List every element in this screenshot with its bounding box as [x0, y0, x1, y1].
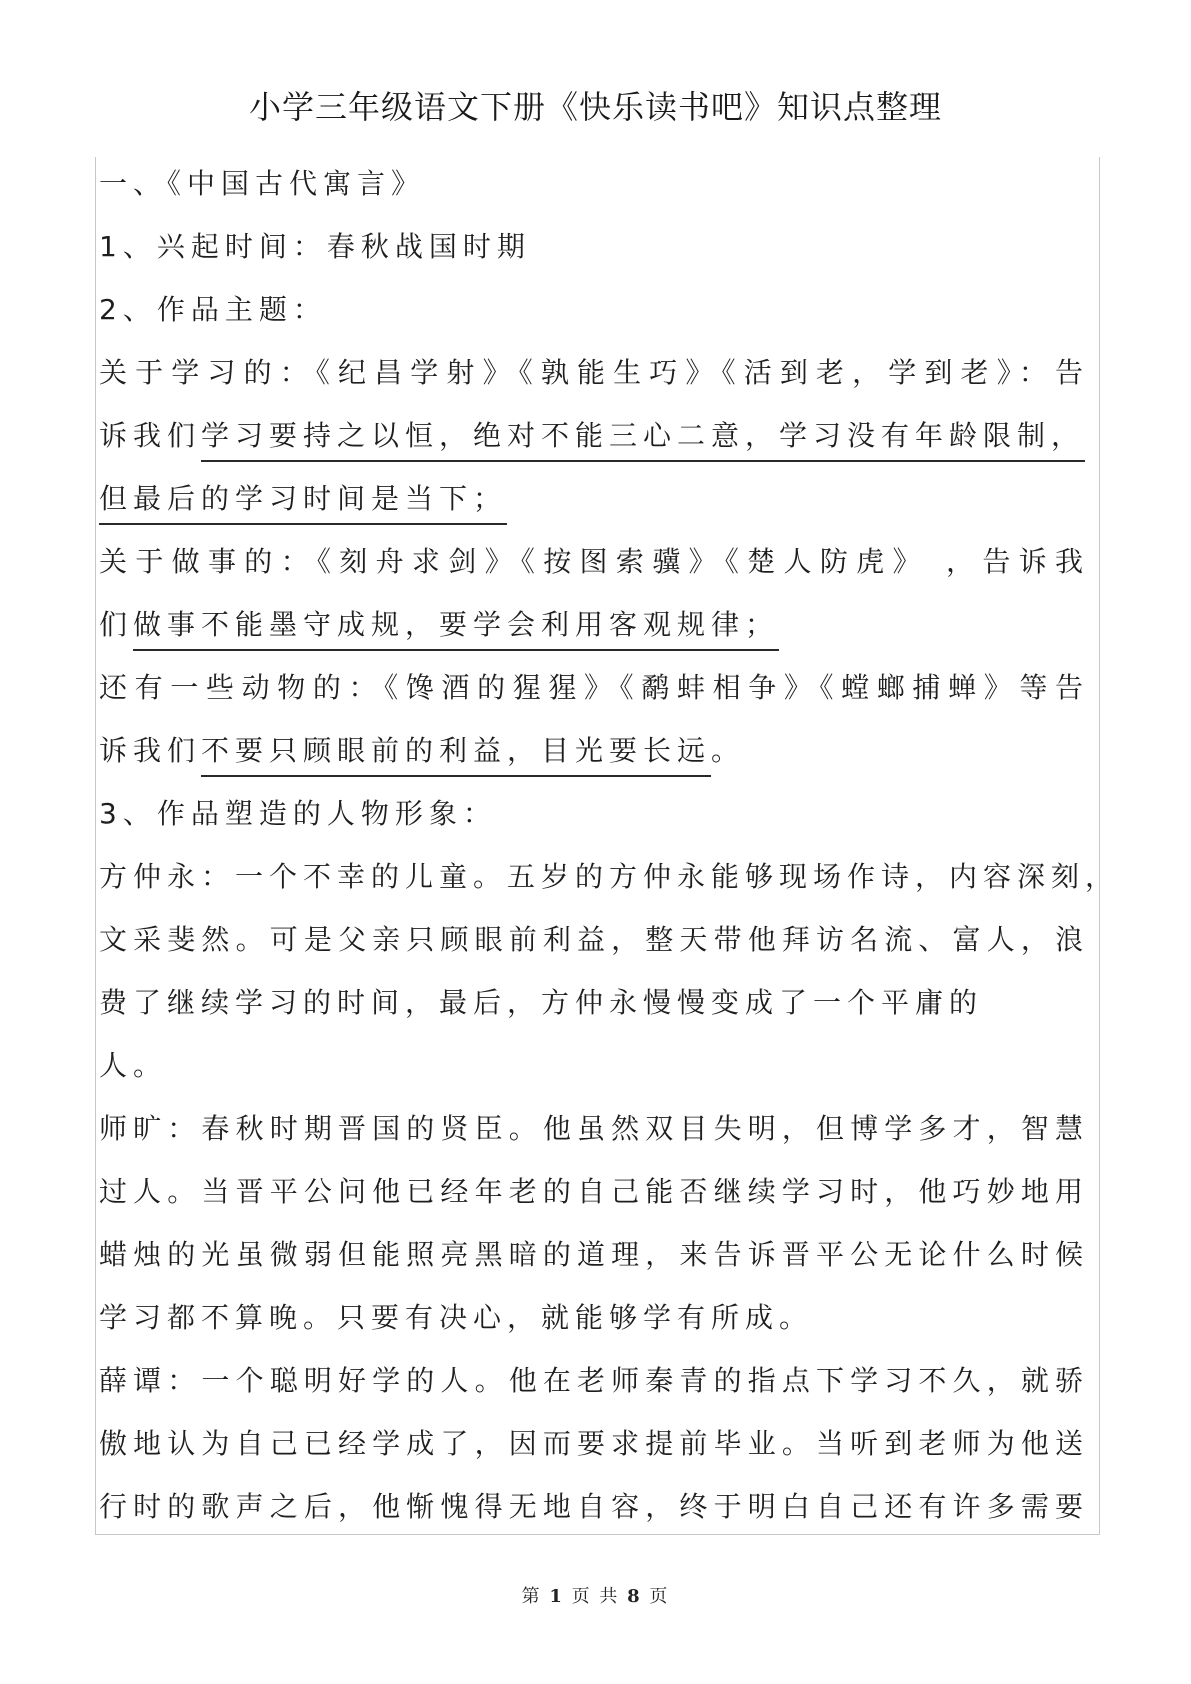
underlined-text: 但最后的学习时间是当下； [99, 482, 507, 525]
paragraph-line: 方仲永：一个不幸的儿童。五岁的方仲永能够现场作诗，内容深刻， [99, 860, 1120, 893]
section-heading: 一、《中国古代寓言》 [99, 167, 426, 200]
paragraph-line [99, 404, 1089, 467]
paragraph-line: 过人。当晋平公问他已经年老的自己能否继续学习时，他巧妙地用 [99, 1175, 1089, 1208]
paragraph-line: 行时的歌声之后，他惭愧得无地自容，终于明白自己还有许多需要 [99, 1490, 1089, 1523]
text-span: 。 [711, 734, 746, 767]
paragraph-line: 2、作品主题： [99, 293, 327, 326]
underlined-text: 做事不能墨守成规，要学会利用客观规律； [133, 608, 779, 651]
page-number: 1 [549, 1586, 564, 1607]
section-heading: 3、作品塑造的人物形象： [99, 797, 497, 830]
paragraph-line [99, 719, 1089, 782]
text-span: 诉我们 [99, 734, 202, 767]
paragraph-line [99, 467, 1089, 530]
document-title: 小学三年级语文下册《快乐读书吧》知识点整理 [248, 88, 942, 126]
underlined-text: 学习要持之以恒，绝对不能三心二意，学习没有年龄限制， [201, 419, 1085, 462]
paragraph-line: 关于学习的：《纪昌学射》《孰能生巧》《活到老，学到老》：告 [99, 356, 1089, 389]
paragraph-line: 薛谭：一个聪明好学的人。他在老师秦青的指点下学习不久，就骄 [99, 1364, 1089, 1397]
paragraph-line: 人。 [99, 1049, 168, 1082]
paragraph-line: 学习都不算晚。只要有决心，就能够学有所成。 [99, 1301, 814, 1334]
footer-text: 第 [521, 1586, 542, 1607]
paragraph-line: 关于做事的：《刻舟求剑》《按图索骥》《楚人防虎》 ，告诉我 [99, 545, 1089, 578]
paragraph-line: 1、兴起时间：春秋战国时期 [99, 230, 531, 263]
text-span: 们 [99, 608, 134, 641]
page-footer [0, 1582, 1191, 1608]
paragraph-line: 还有一些动物的：《馋酒的猩猩》《鹬蚌相争》《螳螂捕蝉》等告 [99, 671, 1089, 704]
footer-text: 页 [649, 1586, 670, 1607]
footer-text: 页 共 [571, 1586, 620, 1607]
text-span: 诉我们 [99, 419, 202, 452]
paragraph-line: 傲地认为自己已经学成了，因而要求提前毕业。当听到老师为他送 [99, 1427, 1089, 1460]
paragraph-line: 师旷：春秋时期晋国的贤臣。他虽然双目失明，但博学多才，智慧 [99, 1112, 1089, 1145]
paragraph-line: 费了继续学习的时间，最后，方仲永慢慢变成了一个平庸的 [99, 986, 984, 1019]
paragraph-line [99, 593, 1089, 656]
paragraph-line: 文采斐然。可是父亲只顾眼前利益，整天带他拜访名流、富人，浪 [99, 923, 1089, 956]
paragraph-line: 蜡烛的光虽微弱但能照亮黑暗的道理，来告诉晋平公无论什么时候 [99, 1238, 1089, 1271]
page-total: 8 [627, 1586, 642, 1607]
underlined-text: 不要只顾眼前的利益，目光要长远 [201, 734, 711, 777]
document-body [99, 152, 1120, 1538]
